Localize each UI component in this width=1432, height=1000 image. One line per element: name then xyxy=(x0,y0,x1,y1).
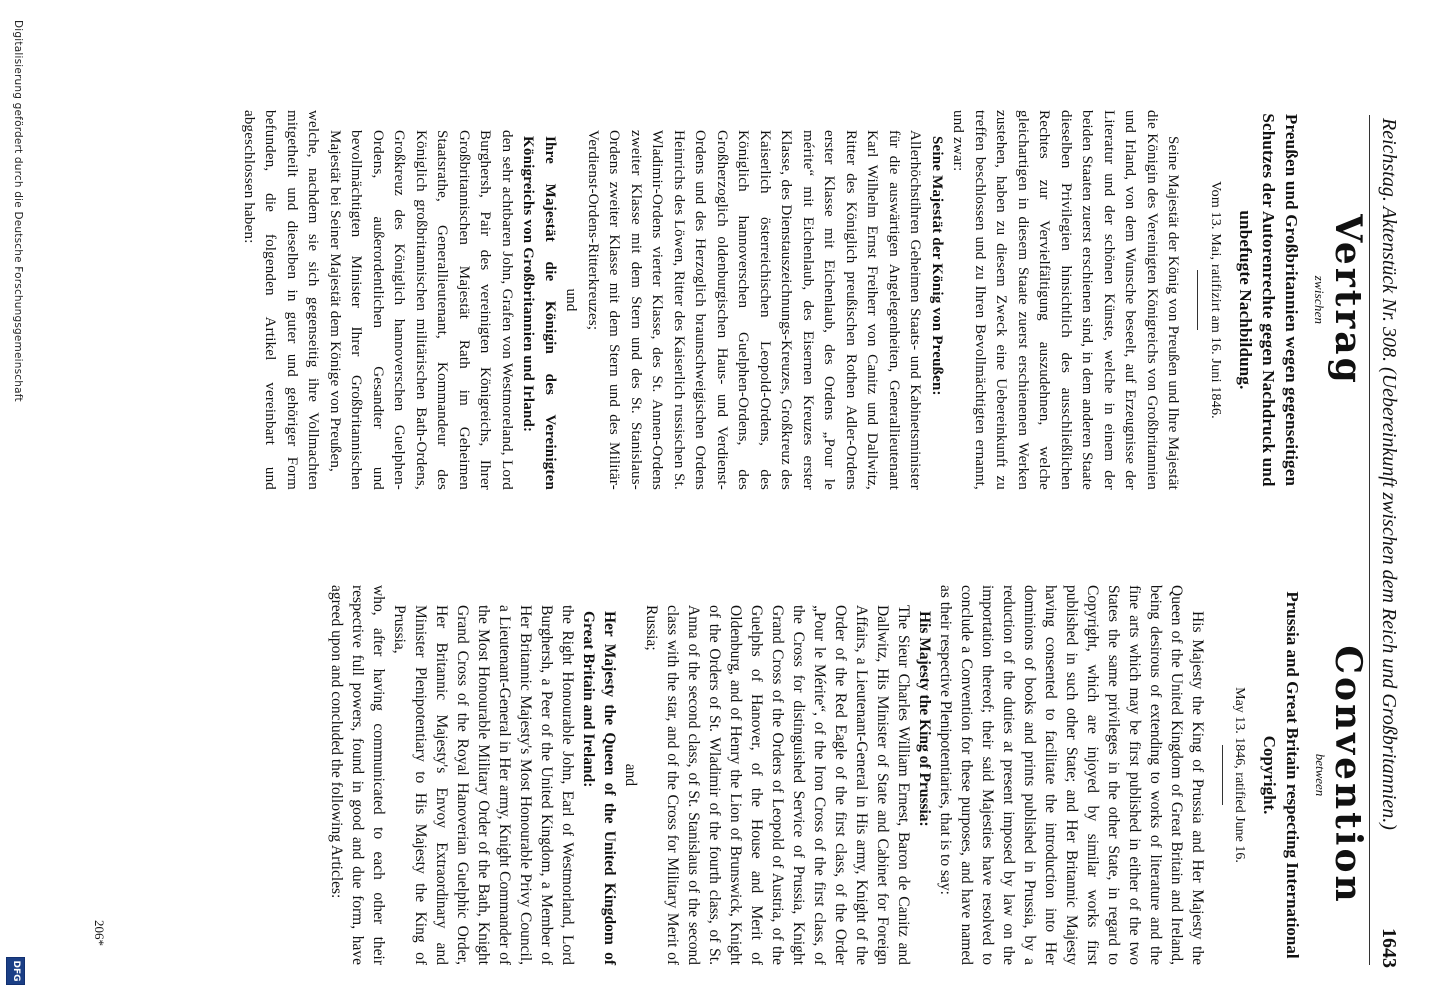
german-und: und xyxy=(563,288,580,312)
english-party-prussia-head: His Majesty the King of Prussia: xyxy=(916,611,933,827)
german-party-britain-head: Ihre Majestät die Königin des Vereinigten Königreichs von Großbritannien und Irland: xyxy=(520,136,558,490)
german-subtitle: Preußen und Großbritannien wegen gegenseitigen Schutzes der Autorenrechte gegen Nachdruck und unbefugte Nachbildung. xyxy=(1236,113,1301,487)
english-divider xyxy=(1222,745,1223,805)
german-date: Vom 13. Mai, ratifizirt am 16. Juni 1846. xyxy=(1208,181,1223,419)
german-title: Vertrag xyxy=(1327,214,1369,386)
german-divider xyxy=(1198,270,1199,330)
page-number: 1643 xyxy=(1378,928,1400,968)
german-party-prussia: Allerhöchstihren Geheimen Staats- und Kabinetsminister für die auswärtigen Angelegenheiten, Generallieutenant Karl Wilhelm Ernst Freiherr von Canitz und Dallwitz, Ritter des Königlich preußischen Rothen Adler-Ordens erster Klasse mit Eichenlaub, des Ordens „Pour le mérite“ mit Eichenlaub, des Eisernen Kreuzes erster Klasse, des Dienstauszeichnungs-Kreuzes, Großkreuz des Kaiserlich österreichischen Leopold-Ordens, des Königlich hannoverschen Guelphen-Ordens, des Großherzoglich oldenburgischen Haus- und Verdienst-Ordens und des Herzoglich braunschweigischen Ordens Heinrichs des Löwen, Ritter des Kaiserlich russischen St. Wladimir-Ordens vierter Klasse, des St. Annen-Ordens zweiter Klasse mit dem Stern und des St. Stanislaus-Ordens zweiter Klasse mit dem Stern und des Militär-Verdienst-Ordens-Ritterkreuzes; xyxy=(585,130,924,490)
english-closing: who, after having communicated to each other their respective full powers, found in good and due form, have agreed upon and concluded the following Articles: xyxy=(328,585,387,965)
english-preamble: His Majesty the King of Prussia and Her Majesty the Queen of the United Kingdom of Great Britain and Ireland, being desirous of extending to works of literature and the fine arts which may be first published in either of the two States the same privileges in the other State, in regard to Copyright, which are injoyed by similar works first published in such other State; and Her Britannic Majesty having consented to facilitate the introduction into Her dominions of books and prints published in Prussia, by a reduction of the duties at present imposed by law on the importation thereof; their said Majesties have resolved to conclude a Convention for these purposes, and have named as their respective Plenipotentiaries, that is to say: xyxy=(937,585,1206,965)
english-party-prussia: The Sieur Charles William Ernest, Baron de Canitz and Dallwitz, His Minister of State and Cabinet for Foreign Affairs, a Lieutenant-General in His army, Knight of the Order of the Red Eagle of the first class, of the Order „Pour le Mérite“, of the Iron Cross of the first class, of the Cross for distinguished Service of Prussia, Knight Grand Cross of the Orders of Leopold of Austria, of the Guelphs of Hanover, of the House and Merit of Oldenburg, and of Henry the Lion of Brunswick, Knight of the Orders of St. Wladimir of the fourth class, of St. Anna of the second class, of St. Stanislaus of the second class with the star, and of the Cross for Military Merit of Russia; xyxy=(643,605,912,965)
digitization-sidebar xyxy=(0,0,30,1000)
english-party-britain: the Right Honourable John, Earl of Westmorland, Lord Burghersh, a Peer of the United Kingdom, a Member of Her Britannic Majesty's Most Honourable Privy Council, a Lieutenant-General in Her army, Knight Commander of the Most Honourable Military Order of the Bath, Knight Grand Cross of the Royal Hanoverian Guelphic Order, Her Britannic Majesty's Envoy Extraordinary and Minister Plenipotentiary to His Majesty the King of Prussia, xyxy=(391,605,576,965)
header-rule xyxy=(1369,115,1370,965)
running-title: Reichstag. Aktenstück Nr. 308. (Uebereinkunft zwischen dem Reich und Großbritannien.) xyxy=(1378,118,1400,830)
english-column xyxy=(112,585,1369,965)
german-closing: welche, nachdem sie sich gegenseitig ihre Vollmachten mitgetheilt und dieselben in guter und gehöriger Form befunden, die folgenden Artikel vereinbart und abgeschlossen haben: xyxy=(241,110,322,490)
german-column xyxy=(112,110,1369,490)
english-between: between xyxy=(1313,753,1328,797)
english-party-britain-head: Her Majesty the Queen of the United Kingdom of Great Britain and Ireland: xyxy=(580,611,618,965)
german-between: zwischen xyxy=(1312,275,1328,325)
german-party-prussia-head: Seine Majestät der König von Preußen: xyxy=(929,136,945,396)
german-party-britain: den sehr achtbaren John, Grafen von Westmoreland, Lord Burghersh, Pair des vereinigten Königreichs, Ihrer Großbritannischen Majestät Rath im Geheimen Staatsrathe, Generallieutenant, Kommandeur des Königlich großbritannischen militärischen Bath-Ordens, Großkreuz des Königlich hannoverschen Guelphen-Ordens, außerordentlichen Gesandter und bevollmächtigten Minister Ihrer Großbritannischen Majestät bei Seiner Majestät dem Könige von Preußen, xyxy=(327,130,515,490)
page-header xyxy=(1374,0,1414,1000)
english-title: Convention xyxy=(1327,645,1369,905)
dfg-logo: DFG xyxy=(6,957,25,985)
english-and: and xyxy=(622,763,639,787)
english-date: May 13. 1846, ratified June 16. xyxy=(1232,687,1247,863)
german-preamble: Seine Majestät der König von Preußen und Ihre Majestät die Königin des Vereinigten Königreichs von Großbritannien und Irland, von dem Wunsche beseelt, auf Erzeugnisse der Literatur und der schönen Künste, welche in einem der beiden Staaten zuerst erschienen sind, in dem anderen Staate dieselben Privilegien hinsichtlich des ausschließlichen Rechtes zur Vervielfältigung auszudehnen, welche gleichartigen in diesem Staate zuerst erschienenen Werken zustehen, haben zu diesem Zweck eine Uebereinkunft zu treffen beschlossen und zu Ihren Bevollmächtigten ernannt, und zwar: xyxy=(950,110,1182,490)
signature-mark: 206* xyxy=(92,920,107,946)
funding-credit: Digitalisierung gefördert durch die Deutsche Forschungsgemeinschaft xyxy=(12,20,24,402)
english-subtitle: Prussia and Great Britain respecting International Copyright. xyxy=(1260,591,1302,959)
